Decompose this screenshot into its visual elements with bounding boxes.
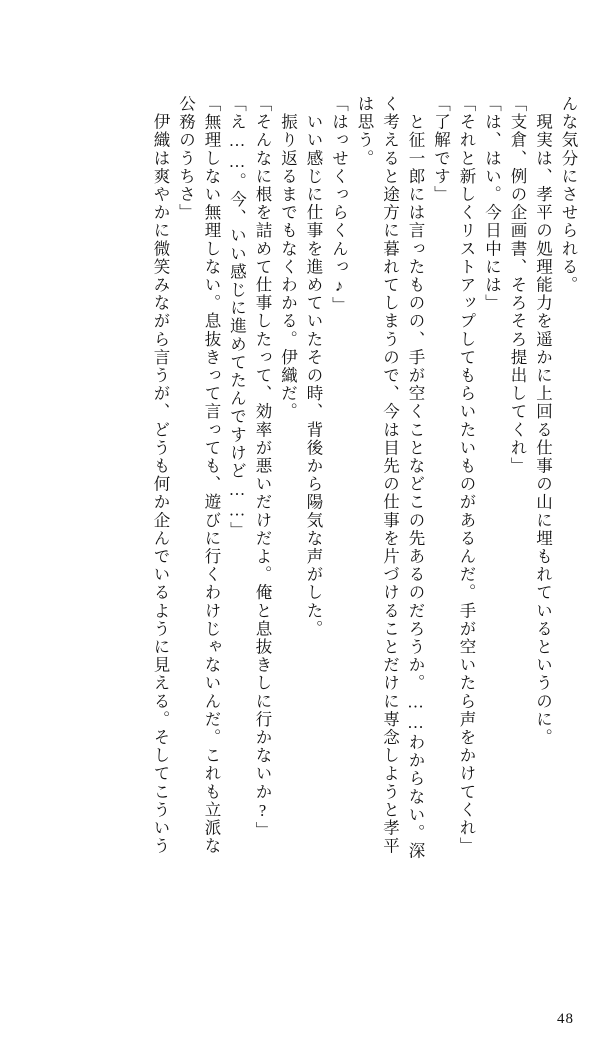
- text-line: いい感じに仕事を進めていたその時、背後から陽気な声がした。: [304, 95, 323, 638]
- text-line: 伊織は爽やかに微笑みながら言うが、どうも何か企んでいるように見える。そしてこういう: [151, 95, 170, 856]
- text-line: 「そんなに根を詰めて仕事したって、効率が悪いだけだよ。俺と息抜きしに行かないか?」: [253, 95, 272, 840]
- page-text-body: [38, 95, 576, 990]
- text-line: 「はっせくっらくんっ♪」: [329, 95, 349, 315]
- text-line: 「それと新しくリストアップしてもらいたいものがあるんだ。手が空いたら声をかけてくれ」: [457, 95, 476, 856]
- text-line: 「了解です」: [431, 95, 451, 204]
- text-line: く考えると途方に暮れてしまうので、今は目先の仕事を片づけることだけに専念しようと孝平: [380, 95, 400, 856]
- text-line: 「え……。今、いい感じに進めてたんですけど……」: [227, 95, 247, 540]
- text-line: 現実は、孝平の処理能力を遥かに上回る仕事の山に埋もれているというのに。: [533, 95, 553, 747]
- text-line: 公務のうちさ」: [176, 95, 196, 222]
- text-line: 振り返るまでもなくわかる。伊織だ。: [278, 95, 298, 421]
- page-number: 48: [557, 1011, 574, 1027]
- text-line: は思う。: [355, 95, 374, 168]
- text-line: 「無理しない無理しない。息抜きって言っても、遊びに行くわけじゃないんだ。これも立派な: [202, 95, 221, 856]
- text-line: と征一郎には言ったものの、手が空くことなどこの先あるのだろうか。……わからない。深: [406, 95, 425, 861]
- text-line: 「支倉、例の企画書、そろそろ提出してくれ」: [508, 95, 527, 476]
- text-line: 「は、はい。今日中には」: [482, 95, 502, 313]
- text-line: んな気分にさせられる。: [559, 95, 578, 295]
